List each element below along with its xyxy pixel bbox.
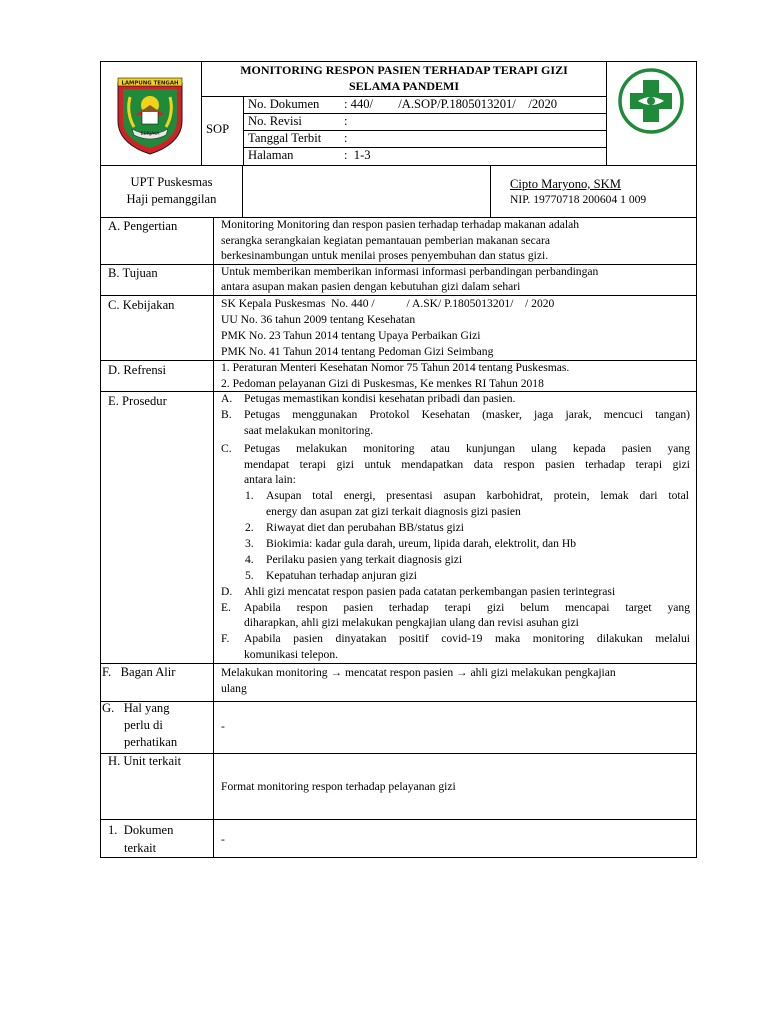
section-g-value: -: [221, 720, 225, 733]
issue-date-value: :: [344, 131, 348, 145]
section-d-line: 1. Peraturan Menteri Kesehatan Nomor 75 Tahun 2014 tentang Puskesmas.: [221, 361, 570, 374]
grid-line: [242, 165, 243, 217]
sub-list-marker: 1.: [245, 489, 254, 502]
list-marker: B.: [221, 408, 232, 421]
svg-text:LAMPUNG TENGAH: LAMPUNG TENGAH: [121, 80, 179, 87]
sub-list-marker: 5.: [245, 569, 254, 582]
section-f-label: F. Bagan Alir: [102, 665, 176, 679]
list-marker: E.: [221, 601, 231, 614]
doc-number-value: : 440/ /A.SOP/P.1805013201/ /2020: [344, 97, 558, 111]
head-nip: NIP. 19770718 200604 1 009: [510, 193, 647, 206]
list-marker: D.: [221, 585, 233, 598]
section-c-line: SK Kepala Puskesmas No. 440 / / A.SK/ P.1805013201/ / 2020: [221, 297, 555, 310]
head-name: Cipto Maryono, SKM: [510, 177, 621, 191]
grid-line: [100, 819, 697, 820]
grid-line: [490, 165, 491, 217]
sub-item: Riwayat diet dan perubahan BB/status gizi: [266, 521, 465, 534]
section-d-line: 2. Pedoman pelayanan Gizi di Puskesmas, Ke menkes RI Tahun 2018: [221, 377, 544, 390]
procedure-item: Petugas memastikan kondisi kesehatan pribadi dan pasien.: [244, 392, 516, 405]
section-d-label: D. Refrensi: [108, 363, 167, 377]
section-g-label: perhatikan: [124, 735, 178, 749]
section-i-label: 1. Dokumen: [108, 823, 174, 837]
grid-line: [606, 61, 607, 165]
section-a-line: Monitoring Monitoring dan respon pasien terhadap terhadap makanan adalah: [221, 218, 580, 231]
section-h-label: H. Unit terkait: [108, 754, 182, 768]
puskesmas-logo: [618, 68, 684, 134]
section-b-line: Untuk memberikan memberikan informasi informasi perbandingan perbandingan: [221, 265, 599, 278]
list-marker: F.: [221, 632, 230, 645]
flowchart-line: ulang: [221, 682, 247, 695]
page-value: : 1-3: [344, 148, 371, 162]
section-e-label: E. Prosedur: [108, 394, 167, 408]
section-a-line: serangka serangkaian kegiatan pemantauan pemberian makanan secara: [221, 234, 550, 247]
grid-line: [100, 753, 697, 754]
sub-item: Biokimia: kadar gula darah, ureum, lipida darah, elektrolit, dan Hb: [266, 537, 577, 550]
procedure-item: Apabila respon pasien terhadap terapi gizi belum mencapai target yang: [244, 601, 690, 614]
sop-title-line1: MONITORING RESPON PASIEN TERHADAP TERAPI GIZI: [240, 63, 568, 77]
section-i-label: terkait: [124, 841, 157, 855]
procedure-item: Petugas melakukan monitoring atau kunjungan ulang kepada pasien yang: [244, 442, 690, 455]
sub-item: Kepatuhan terhadap anjuran gizi: [266, 569, 417, 582]
sub-list-marker: 3.: [245, 537, 254, 550]
section-c-label: C. Kebijakan: [108, 298, 175, 312]
section-c-line: PMK No. 23 Tahun 2014 tentang Upaya Perbaikan Gizi: [221, 329, 481, 342]
sub-item: Asupan total energi, presentasi asupan karbohidrat, protein, lemak dari total: [266, 489, 689, 502]
sub-list-marker: 2.: [245, 521, 254, 534]
section-c-line: PMK No. 41 Tahun 2014 tentang Pedoman Gizi Seimbang: [221, 345, 494, 358]
sop-label: SOP: [206, 122, 230, 136]
section-a-line: berkesinambungan untuk menilai proses penyembuhan dan status gizi.: [221, 249, 549, 262]
org-name-line2: Haji pemanggilan: [126, 192, 217, 206]
revision-value: :: [344, 114, 348, 128]
list-marker: A.: [221, 392, 233, 405]
svg-text:BERJAYA: BERJAYA: [140, 132, 160, 137]
section-a-label: A. Pengertian: [108, 219, 178, 233]
list-marker: C.: [221, 442, 232, 455]
revision-label: No. Revisi: [248, 114, 302, 128]
procedure-item: Petugas menggunakan Protokol Kesehatan (masker, jaga jarak, mencuci tangan): [244, 408, 690, 421]
sub-list-marker: 4.: [245, 553, 254, 566]
section-h-value: Format monitoring respon terhadap pelayanan gizi: [221, 780, 456, 793]
org-name-line1: UPT Puskesmas: [130, 175, 213, 189]
issue-date-label: Tanggal Terbit: [248, 131, 322, 145]
grid-line: [100, 663, 697, 664]
sub-item: energy dan asupan zat gizi terkait diagnosis gizi pasien: [266, 505, 521, 518]
procedure-item: antara lain:: [244, 473, 296, 486]
procedure-item: Ahli gizi mencatat respon pasien pada catatan perkembangan pasien terintegrasi: [244, 585, 616, 598]
page-label: Halaman: [248, 148, 294, 162]
grid-line: [243, 96, 244, 165]
section-g-label: G. Hal yang: [102, 701, 170, 715]
flowchart-line: Melakukan monitoring → mencatat respon pasien → ahli gizi melakukan pengkajian: [221, 666, 616, 679]
grid-line: [100, 701, 697, 702]
section-g-label: perlu di: [124, 718, 163, 732]
grid-line: [213, 217, 214, 858]
section-i-value: -: [221, 833, 225, 846]
procedure-item: diharapkan, ahli gizi melakukan pengkajian ulang dan revisi asuhan gizi: [244, 616, 579, 629]
grid-line: [243, 147, 606, 148]
section-b-label: B. Tujuan: [108, 266, 158, 280]
sub-item: Perilaku pasien yang terkait diagnosis gizi: [266, 553, 463, 566]
lampung-tengah-emblem: [114, 75, 186, 155]
procedure-item: mendapat terapi gizi untuk mendapatkan data respon pasien terhadap terapi gizi: [244, 458, 690, 471]
doc-number-label: No. Dokumen: [248, 97, 320, 111]
grid-line: [100, 165, 697, 166]
sop-title-line2: SELAMA PANDEMI: [348, 79, 460, 93]
section-b-line: antara asupan makan pasien dengan kebutuhan gizi dalam sehari: [221, 280, 521, 293]
section-c-line: UU No. 36 tahun 2009 tentang Kesehatan: [221, 313, 416, 326]
procedure-item: saat melakukan monitoring.: [244, 424, 374, 437]
procedure-item: Apabila pasien dinyatakan positif covid-19 maka monitoring dilakukan melalui: [244, 632, 690, 645]
procedure-item: komunikasi telepon.: [244, 648, 339, 661]
